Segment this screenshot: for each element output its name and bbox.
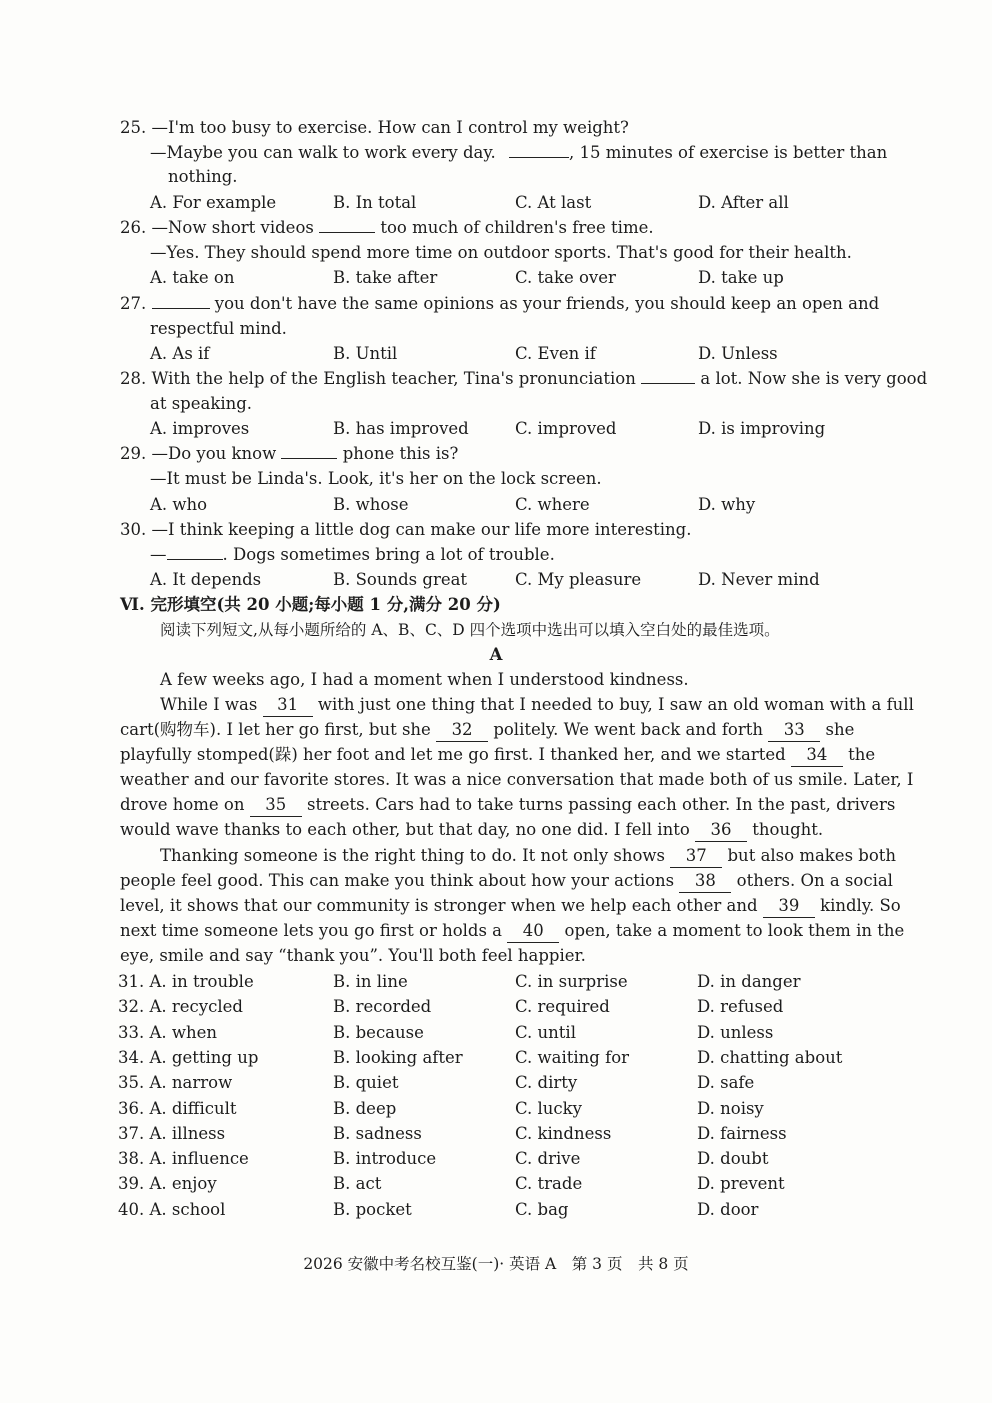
choice-33-b: B. because	[333, 1023, 424, 1042]
q26-option-b: B. take after	[333, 268, 438, 287]
q25-option-b: B. In total	[333, 193, 417, 212]
p2-2c: she	[825, 720, 855, 739]
p2-6a: would wave thanks to each other, but that day, no one did. I fell into	[120, 820, 690, 839]
q29-line2: —It must be Linda's. Look, it's her on the lock screen.	[150, 469, 602, 488]
passage-p2-line1	[160, 694, 914, 717]
q29-option-a: A. who	[150, 495, 208, 514]
q26-line1	[120, 217, 654, 239]
q28-line2: at speaking.	[150, 394, 253, 413]
q25-line2	[150, 142, 887, 164]
q30-option-a: A. It depends	[150, 570, 262, 589]
p2-5a: drove home on	[120, 795, 245, 814]
blank-31: 31	[263, 694, 313, 717]
p2-2b: politely. We went back and forth	[493, 720, 764, 739]
choice-32-b: B. recorded	[333, 997, 432, 1016]
passage-para1: A few weeks ago, I had a moment when I understood kindness.	[160, 670, 689, 689]
q25-line2-b: , 15 minutes of exercise is better than	[569, 143, 888, 162]
q29-line1-b: phone this is?	[342, 444, 459, 463]
choice-36-d: D. noisy	[697, 1099, 764, 1118]
choice-34-b: B. looking after	[333, 1048, 463, 1067]
q29-line1	[120, 443, 458, 465]
q30-line2	[150, 544, 555, 566]
q28-line1	[120, 368, 927, 390]
q25-blank	[509, 157, 569, 158]
p2-2a: cart(购物车). I let her go first, but she	[120, 720, 431, 739]
q25-line1: 25. —I'm too busy to exercise. How can I control my weight?	[120, 118, 629, 137]
section-instruction: 阅读下列短文,从每小题所给的 A、B、C、D 四个选项中选出可以填入空白处的最佳选项。	[160, 621, 780, 639]
blank-37: 37	[670, 845, 722, 868]
choice-40-b: B. pocket	[333, 1200, 412, 1219]
passage-p2-line5	[120, 794, 895, 817]
passage-p2-line6	[120, 819, 823, 842]
q28-option-b: B. has improved	[333, 419, 469, 438]
q29-option-d: D. why	[698, 495, 756, 514]
q27-option-c: C. Even if	[515, 344, 596, 363]
p2-1b: with just one thing that I needed to buy, I saw an old woman with a full	[317, 695, 914, 714]
passage-p3-line5: eye, smile and say “thank you”. You'll both feel happier.	[120, 946, 586, 965]
q30-line2-b: . Dogs sometimes bring a lot of trouble.	[222, 545, 555, 564]
q25-line2-a: —Maybe you can walk to work every day.	[150, 143, 496, 162]
q28-line1-a: 28. With the help of the English teacher, Tina's pronunciation	[120, 369, 636, 388]
p3-4b: open, take a moment to look them in the	[564, 921, 905, 940]
q26-blank	[319, 232, 375, 233]
choice-38-d: D. doubt	[697, 1149, 769, 1168]
q30-line1: 30. —I think keeping a little dog can make our life more interesting.	[120, 520, 692, 539]
choice-39-b: B. act	[333, 1174, 382, 1193]
choice-36-a: 36. A. difficult	[118, 1099, 237, 1118]
choice-34-a: 34. A. getting up	[118, 1048, 259, 1067]
passage-p2-line2	[120, 719, 854, 742]
choice-36-b: B. deep	[333, 1099, 397, 1118]
q29-option-c: C. where	[515, 495, 590, 514]
q29-line1-a: 29. —Do you know	[120, 444, 277, 463]
choice-40-d: D. door	[697, 1200, 759, 1219]
choice-33-c: C. until	[515, 1023, 576, 1042]
p2-3b: the	[848, 745, 876, 764]
q27-option-d: D. Unless	[698, 344, 778, 363]
choice-37-b: B. sadness	[333, 1124, 422, 1143]
q26-option-c: C. take over	[515, 268, 616, 287]
q25-line3: nothing.	[168, 167, 238, 186]
choice-33-a: 33. A. when	[118, 1023, 218, 1042]
p2-6b: thought.	[752, 820, 824, 839]
passage-p3-line1	[160, 845, 896, 868]
p2-5b: streets. Cars had to take turns passing each other. In the past, drivers	[307, 795, 896, 814]
p2-1a: While I was	[160, 695, 258, 714]
blank-33: 33	[768, 719, 820, 742]
choice-32-a: 32. A. recycled	[118, 997, 243, 1016]
choice-37-a: 37. A. illness	[118, 1124, 226, 1143]
choice-36-c: C. lucky	[515, 1099, 582, 1118]
q27-blank	[152, 308, 210, 309]
q28-option-d: D. is improving	[698, 419, 826, 438]
choice-40-c: C. bag	[515, 1200, 569, 1219]
blank-32: 32	[436, 719, 488, 742]
p3-1a: Thanking someone is the right thing to do. It not only shows	[160, 846, 665, 865]
blank-35: 35	[250, 794, 302, 817]
q29-option-b: B. whose	[333, 495, 409, 514]
blank-38: 38	[679, 870, 731, 893]
q26-line2: —Yes. They should spend more time on outdoor sports. That's good for their health.	[150, 243, 852, 262]
blank-34: 34	[791, 744, 843, 767]
choice-34-d: D. chatting about	[697, 1048, 843, 1067]
q26-option-d: D. take up	[698, 268, 784, 287]
q27-number: 27.	[120, 294, 147, 313]
choice-31-d: D. in danger	[697, 972, 801, 991]
p3-3b: kindly. So	[820, 896, 901, 915]
blank-36: 36	[695, 819, 747, 842]
q30-option-d: D. Never mind	[698, 570, 820, 589]
page-footer: 2026 安徽中考名校互鉴(一)· 英语 A 第 3 页 共 8 页	[303, 1255, 689, 1273]
choice-38-c: C. drive	[515, 1149, 581, 1168]
passage-p3-line3	[120, 895, 901, 918]
section-title: Ⅵ. 完形填空(共 20 小题;每小题 1 分,满分 20 分)	[120, 595, 501, 614]
passage-p3-line2	[120, 870, 893, 893]
choice-35-d: D. safe	[697, 1073, 755, 1092]
q27-line2: respectful mind.	[150, 319, 287, 338]
choice-34-c: C. waiting for	[515, 1048, 630, 1067]
choice-37-c: C. kindness	[515, 1124, 612, 1143]
passage-p2-line3	[120, 744, 875, 767]
q30-blank	[167, 559, 223, 560]
choice-38-b: B. introduce	[333, 1149, 437, 1168]
choice-39-c: C. trade	[515, 1174, 583, 1193]
q28-option-a: A. improves	[150, 419, 250, 438]
choice-31-c: C. in surprise	[515, 972, 628, 991]
q30-option-b: B. Sounds great	[333, 570, 468, 589]
q27-option-b: B. Until	[333, 344, 398, 363]
q26-line1-a: 26. —Now short videos	[120, 218, 314, 237]
q26-line1-b: too much of children's free time.	[380, 218, 654, 237]
q27-line1	[120, 293, 879, 315]
p2-3a: playfully stomped(跺) her foot and let me go first. I thanked her, and we started	[120, 745, 786, 764]
q30-dash: —	[150, 545, 167, 564]
q26-option-a: A. take on	[150, 268, 235, 287]
q30-option-c: C. My pleasure	[515, 570, 642, 589]
passage-p3-line4	[120, 920, 904, 943]
choice-32-d: D. refused	[697, 997, 784, 1016]
choice-32-c: C. required	[515, 997, 610, 1016]
q25-option-c: C. At last	[515, 193, 592, 212]
p3-4a: next time someone lets you go first or holds a	[120, 921, 503, 940]
passage-p2-line4: weather and our favorite stores. It was a nice conversation that made both of us smile. Later, I	[120, 770, 914, 789]
q28-line1-b: a lot. Now she is very good	[700, 369, 928, 388]
q29-blank	[281, 458, 337, 459]
q27-option-a: A. As if	[150, 344, 210, 363]
q28-option-c: C. improved	[515, 419, 617, 438]
blank-40: 40	[507, 920, 559, 943]
p3-2b: others. On a social	[736, 871, 893, 890]
blank-39: 39	[763, 895, 815, 918]
choice-35-a: 35. A. narrow	[118, 1073, 233, 1092]
q27-line1-b: you don't have the same opinions as your friends, you should keep an open and	[214, 294, 880, 313]
choice-37-d: D. fairness	[697, 1124, 787, 1143]
p3-2a: people feel good. This can make you think about how your actions	[120, 871, 675, 890]
q25-option-a: A. For example	[150, 193, 277, 212]
choice-31-b: B. in line	[333, 972, 408, 991]
choice-39-d: D. prevent	[697, 1174, 785, 1193]
choice-35-b: B. quiet	[333, 1073, 399, 1092]
p3-3a: level, it shows that our community is stronger when we help each other and	[120, 896, 758, 915]
choice-31-a: 31. A. in trouble	[118, 972, 254, 991]
passage-label: A	[489, 645, 503, 664]
choice-39-a: 39. A. enjoy	[118, 1174, 217, 1193]
choice-40-a: 40. A. school	[118, 1200, 226, 1219]
choice-38-a: 38. A. influence	[118, 1149, 249, 1168]
p3-1b: but also makes both	[727, 846, 897, 865]
q28-blank	[641, 383, 695, 384]
choice-33-d: D. unless	[697, 1023, 774, 1042]
choice-35-c: C. dirty	[515, 1073, 578, 1092]
q25-option-d: D. After all	[698, 193, 789, 212]
